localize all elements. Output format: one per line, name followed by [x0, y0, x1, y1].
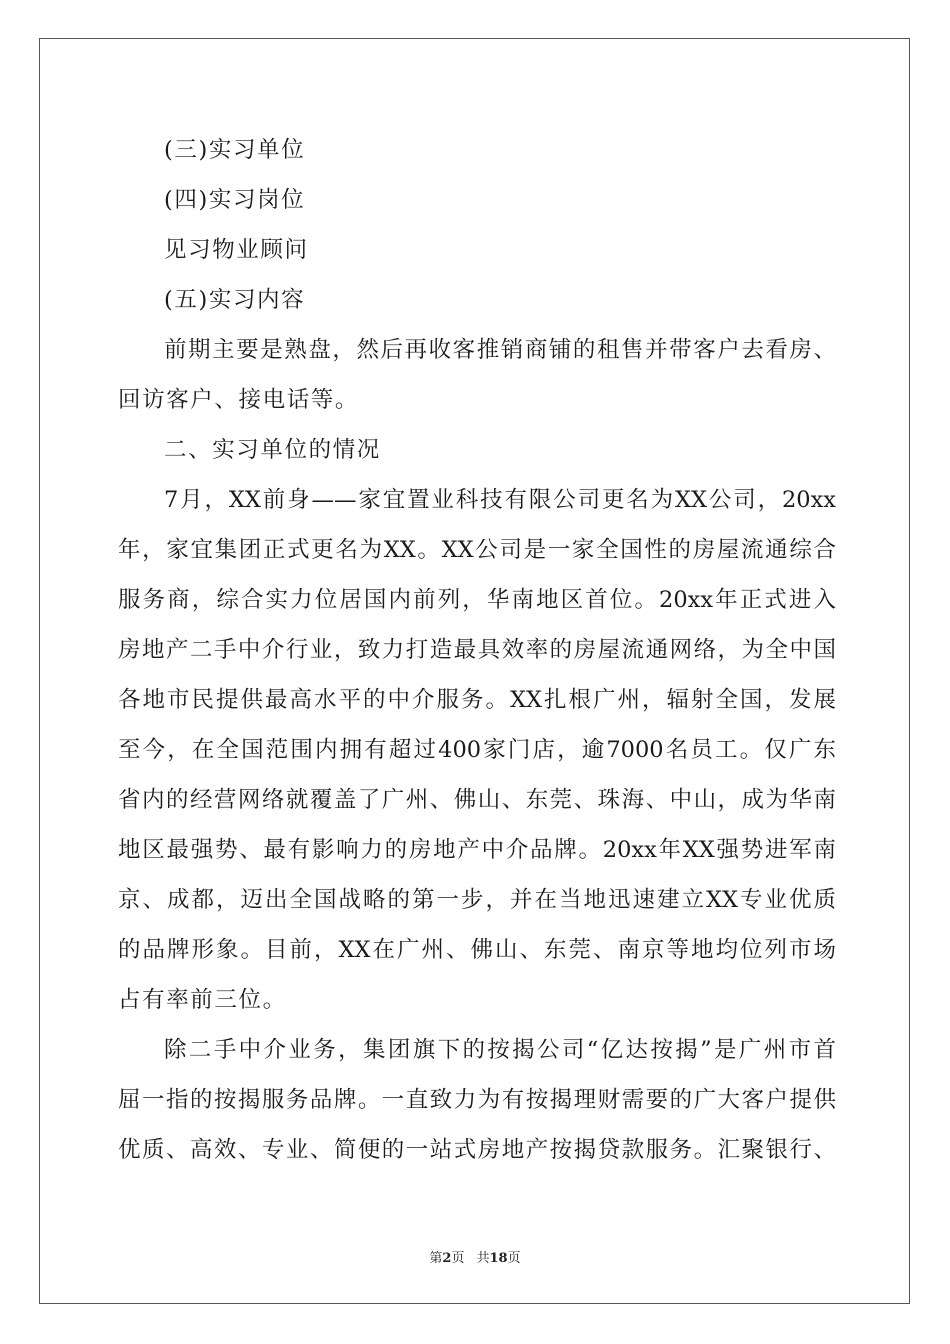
heading-internship-unit: (三)实习单位 — [164, 137, 306, 163]
mortgage-paragraph-line: 优质、高效、专业、简便的一站式房地产按揭贷款服务。汇聚银行、 — [118, 1137, 836, 1163]
company-paragraph-line: 服务商，综合实力位居国内前列，华南地区首位。20xx年正式进入 — [118, 587, 836, 613]
mortgage-paragraph-line: 除二手中介业务，集团旗下的按揭公司“亿达按揭”是广州市首 — [164, 1037, 836, 1063]
page-suffix: 页 — [451, 1251, 465, 1266]
page-footer — [0, 1247, 950, 1266]
company-paragraph-line: 至今，在全国范围内拥有超过400家门店，逾7000名员工。仅广东 — [118, 737, 836, 763]
content-paragraph-line: 前期主要是熟盘，然后再收客推销商铺的租售并带客户去看房、 — [164, 337, 836, 363]
company-paragraph-line: 7月，XX前身——家宜置业科技有限公司更名为XX公司，20xx — [164, 487, 836, 513]
company-paragraph-line: 年，家宜集团正式更名为XX。XX公司是一家全国性的房屋流通综合 — [118, 537, 836, 563]
company-paragraph-line: 省内的经营网络就覆盖了广州、佛山、东莞、珠海、中山，成为华南 — [118, 787, 836, 813]
mortgage-paragraph-line: 屈一指的按揭服务品牌。一直致力为有按揭理财需要的广大客户提供 — [118, 1087, 836, 1113]
page-number: 2 — [442, 1251, 452, 1266]
heading-internship-content: (五)实习内容 — [164, 287, 306, 313]
company-paragraph-line: 的品牌形象。目前，XX在广州、佛山、东莞、南京等地均位列市场 — [118, 937, 836, 963]
total-pages: 18 — [489, 1251, 508, 1266]
company-paragraph-line: 地区最强势、最有影响力的房地产中介品牌。20xx年XX强势进军南 — [118, 837, 836, 863]
page-prefix: 第 — [429, 1251, 443, 1266]
section-heading-unit-situation: 二、实习单位的情况 — [164, 437, 381, 463]
content-paragraph-line: 回访客户、接电话等。 — [118, 387, 360, 413]
company-paragraph-line: 房地产二手中介行业，致力打造最具效率的房屋流通网络，为全中国 — [118, 637, 836, 663]
position-text: 见习物业顾问 — [164, 237, 309, 263]
company-paragraph-line: 占有率前三位。 — [118, 987, 287, 1013]
company-paragraph-line: 各地市民提供最高水平的中介服务。XX扎根广州，辐射全国，发展 — [118, 687, 836, 713]
heading-internship-position: (四)实习岗位 — [164, 187, 306, 213]
total-prefix: 共 — [476, 1251, 490, 1266]
total-suffix: 页 — [507, 1251, 521, 1266]
company-paragraph-line: 京、成都，迈出全国战略的第一步，并在当地迅速建立XX专业优质 — [118, 887, 836, 913]
